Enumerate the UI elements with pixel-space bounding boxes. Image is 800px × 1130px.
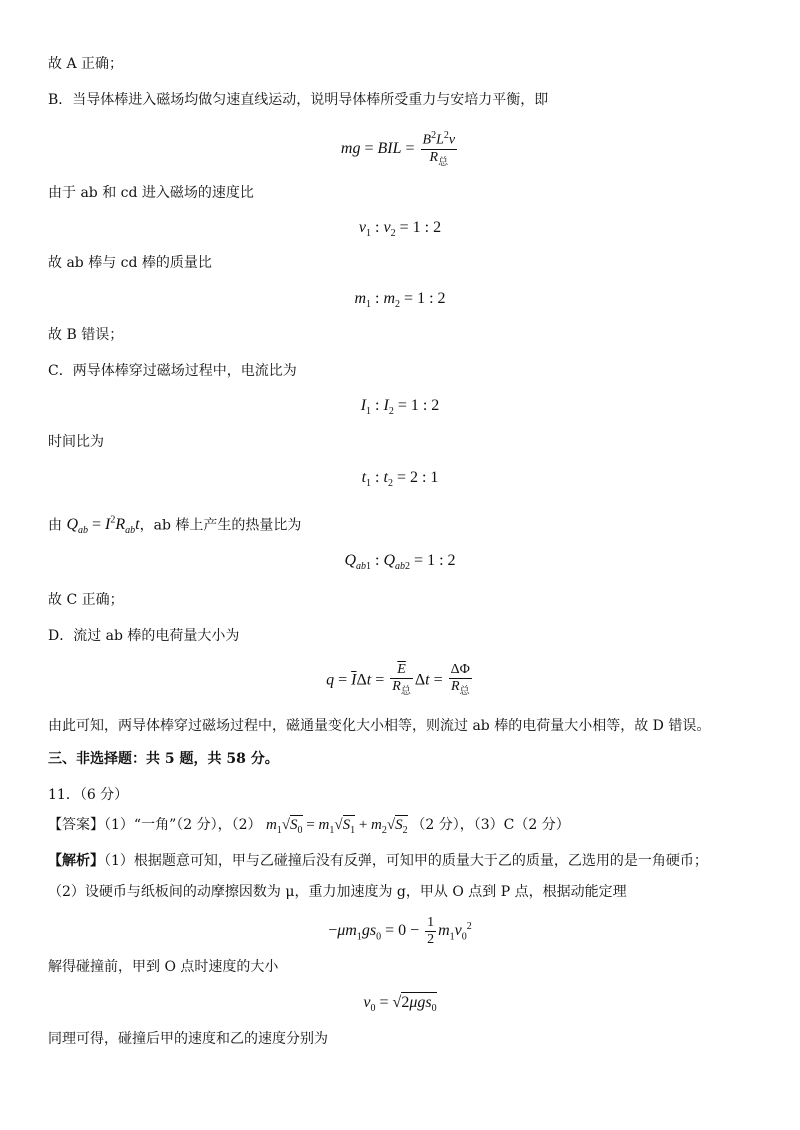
equation-mass-ratio: $m_1$ : $m_2 = 1$ : 2 (354, 290, 446, 311)
equation-v0: $v_0 = √2\mu gs_0$ (363, 994, 437, 1015)
analysis-part1: （1）根据题意可知，甲与乙碰撞后没有反弹，可知甲的质量大于乙的质量，乙选用的是一角硬币； (104, 853, 708, 869)
equation-mg-bil: mg = BIL = $\frac{B^2L^2v}{R_总}$ (340, 130, 456, 168)
text-line: B．当导体棒进入磁场均做匀速直线运动，说明导体棒所受重力与安培力平衡，即 (48, 92, 549, 108)
text-fragment: ，ab 棒上产生的热量比为 (139, 517, 302, 534)
equation-current-ratio: $I_1$ : $I_2 = 1$ : 2 (360, 397, 440, 418)
answer-line (48, 816, 570, 840)
text-line: 解得碰撞前，甲到 O 点时速度的大小 (48, 959, 279, 975)
equation-time-ratio: $t_1$ : $t_2 = 2$ : 1 (361, 469, 439, 490)
text-line: 时间比为 (48, 434, 104, 450)
text-line: 故 C 正确； (48, 592, 124, 608)
answer-tag: 【答案】 (48, 817, 104, 833)
analysis-tag: 【解析】 (48, 853, 104, 869)
analysis-line (48, 852, 708, 870)
text-line: 同理可得，碰撞后甲的速度和乙的速度分别为 (48, 1031, 328, 1047)
answer-part2: （2 分），（3）C（2 分） (411, 817, 570, 833)
text-line: 故 ab 棒与 cd 棒的质量比 (48, 255, 212, 271)
text-line: （2）设硬币与纸板间的动摩擦因数为 μ，重力加速度为 g，甲从 O 点到 P 点，根据动能定理 (48, 884, 627, 900)
equation-heat-ratio: $Q_{ab1}$ : $Q_{ab2} = 1$ : 2 (344, 552, 456, 573)
equation-charge: $q = \overline{I}\Delta t$ = $\frac{\overline{E}}{R_总}$ Δt = $\frac{\Delta\Phi}{R_总}$ (326, 662, 470, 697)
text-line: 由此可知，两导体棒穿过磁场过程中，磁通量变化大小相等，则流过 ab 棒的电荷量大小相等，故 D 错误。 (48, 718, 711, 734)
text-line: 由于 ab 和 cd 进入磁场的速度比 (48, 185, 254, 201)
section-heading: 三、非选择题：共 5 题，共 58 分。 (48, 751, 279, 767)
question-number: 11．（6 分） (48, 787, 129, 803)
answer-equation: $m_1√S_0 = m_1√S_1 + m_2√S_2$ (265, 817, 408, 836)
equation-work-energy: $-\mu m_1gs_0 = 0$ − $\frac{1}{2}$ $m_1v_0^2$ (328, 915, 472, 947)
answer-part1: （1）“一角”（2 分），（2） (104, 817, 262, 833)
text-line: C．两导体棒穿过磁场过程中，电流比为 (48, 363, 297, 379)
equation-velocity-ratio: $v_1$ : $v_2 = 1$ : 2 (358, 219, 442, 240)
text-line: D．流过 ab 棒的电荷量大小为 (48, 628, 240, 644)
text-line: 故 B 错误； (48, 327, 124, 343)
text-line-heat-formula: 由 $Q_{ab} = I^2R_{ab}t$，ab 棒上产生的热量比为 (48, 515, 302, 537)
text-line: 故 A 正确； (48, 56, 124, 72)
